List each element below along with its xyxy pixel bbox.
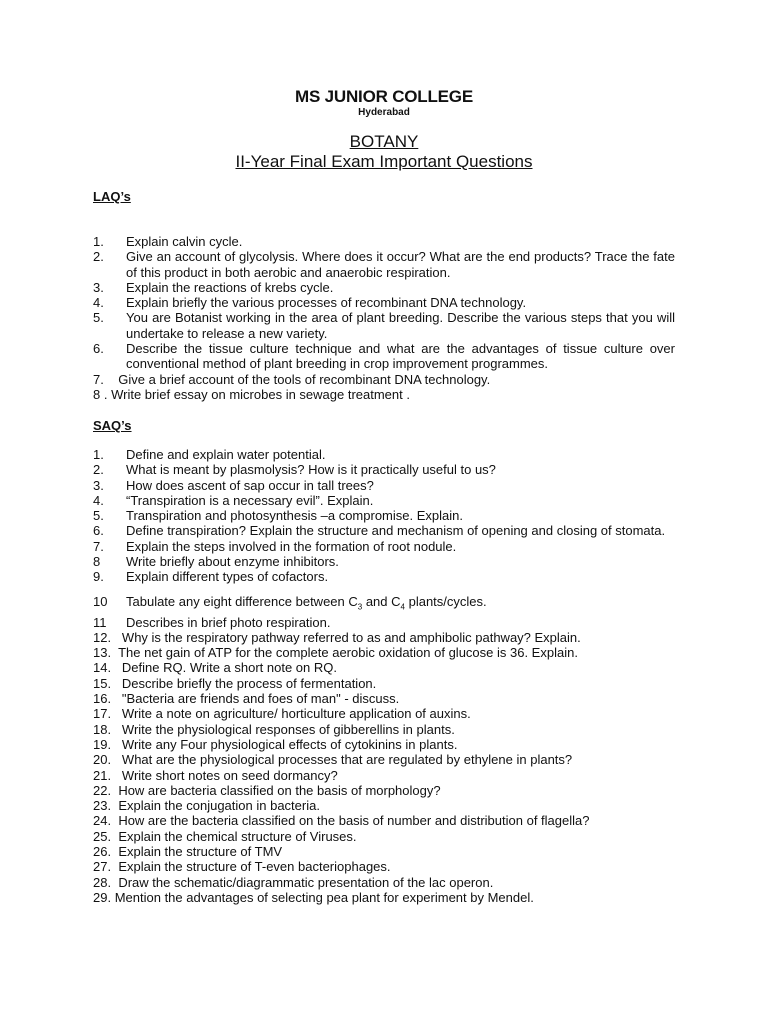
question-text: Explain the structure of T-even bacteriophages. [118,859,391,875]
question-text: Explain the chemical structure of Viruses. [118,828,357,844]
question-number: 10 [93,593,108,609]
question-number: 15. [93,675,112,691]
question-text: Define RQ. Write a short note on RQ. [121,660,337,676]
question-text: Why is the respiratory pathway referred to as and amphibolic pathway? Explain. [121,629,581,645]
question-number: 5. [93,508,104,524]
list-item [93,660,675,675]
list-item [93,462,675,477]
list-item [93,829,675,844]
list-item [93,508,675,523]
list-item [93,554,675,569]
list-item [93,676,675,691]
question-number: 6. [93,341,104,357]
list-item [93,249,675,280]
question-number: 22. [93,782,112,798]
list-item [93,691,675,706]
question-number: 12. [93,629,112,645]
list-item [93,752,675,767]
question-text: Explain different types of cofactors. [126,569,329,585]
question-text: What is meant by plasmolysis? How is it practically useful to us? [126,462,496,478]
laq-list [93,234,675,402]
question-number: 18. [93,721,112,737]
question-text: Describe the tissue culture technique and what are the advantages of tissue culture over conventional method of plant breeding in crop improvement programmes. [126,341,675,372]
question-number: 9. [93,569,104,585]
question-text: Write short notes on seed dormancy? [121,767,338,783]
list-item [93,539,675,554]
list-item [93,569,675,584]
list-item [93,798,675,813]
question-text: How are the bacteria classified on the basis of number and distribution of flagella? [118,813,590,829]
laq-heading: LAQ’s [93,189,131,204]
list-item [93,280,675,295]
question-number: 20. [93,752,112,768]
list-item [93,234,675,249]
question-number: 17. [93,706,112,722]
question-text: Describe briefly the process of fermentation. [121,675,377,691]
question-number: 27. [93,859,112,875]
question-number: 25. [93,828,112,844]
list-item [93,594,675,615]
question-number: 19. [93,736,112,752]
list-item [93,630,675,645]
question-text: The net gain of ATP for the complete aerobic oxidation of glucose is 36. Explain. [118,645,578,661]
question-number: 13. [93,645,112,661]
list-item [93,722,675,737]
question-number: 4. [93,295,104,311]
question-text: Explain the structure of TMV [118,844,283,860]
subject-title: BOTANY [349,132,419,151]
list-item [93,890,675,905]
college-name: MS JUNIOR COLLEGE [295,87,473,106]
question-text: Transpiration and photosynthesis –a compromise. Explain. [126,508,463,524]
question-text: Tabulate any eight difference between $C_3$ and $C_4$ plants/cycles. [126,593,487,612]
question-text: Give a brief account of the tools of recombinant DNA technology. [118,371,491,387]
list-item [93,295,675,310]
question-text: How does ascent of sap occur in tall trees? [126,477,374,493]
question-number: 21. [93,767,112,783]
list-item [93,310,675,341]
question-text: Mention the advantages of selecting pea plant for experiment by Mendel. [114,889,534,905]
list-item [93,387,675,402]
list-item [93,645,675,660]
question-text: What are the physiological processes that are regulated by ethylene in plants? [121,752,573,768]
question-text: Explain the conjugation in bacteria. [118,798,320,814]
list-item [93,615,675,630]
question-number: 28. [93,874,112,890]
list-item [93,478,675,493]
list-item [93,875,675,890]
list-item [93,844,675,859]
list-item [93,493,675,508]
question-text: Define and explain water potential. [126,447,326,462]
question-number: 26. [93,844,112,860]
question-text: How are bacteria classified on the basis of morphology? [118,782,441,798]
list-item [93,447,675,462]
question-text: “Transpiration is a necessary evil”. Explain. [126,492,374,508]
question-number: 3. [93,279,104,295]
list-item [93,737,675,752]
saq-list [93,447,675,905]
list-item [93,768,675,783]
question-text: Write brief essay on microbes in sewage treatment . [111,386,410,402]
list-item [93,859,675,874]
question-text: Draw the schematic/diagrammatic presentation of the lac operon. [118,874,494,890]
question-text: Write briefly about enzyme inhibitors. [126,554,339,570]
question-number: 8 . [93,386,108,402]
question-number: 1. [93,447,104,462]
list-item [93,341,675,372]
question-number: 11 [93,614,107,630]
saq-heading: SAQ’s [93,418,132,433]
question-text: Write a note on agriculture/ horticulture application of auxins. [121,706,471,722]
question-text: Describes in brief photo respiration. [126,614,331,630]
list-item [93,372,675,387]
question-text: Explain the steps involved in the formation of root nodule. [126,538,457,554]
question-number: 8 [93,554,101,570]
question-text: "Bacteria are friends and foes of man" - discuss. [121,691,400,707]
question-number: 2. [93,462,104,478]
question-number: 4. [93,492,104,508]
list-item [93,706,675,721]
question-number: 16. [93,691,112,707]
list-item [93,783,675,798]
exam-title: II-Year Final Exam Important Questions [235,152,533,171]
question-number: 3. [93,477,104,493]
question-number: 7. [93,371,104,387]
question-number: 14. [93,660,112,676]
question-text: Explain the reactions of krebs cycle. [126,279,334,295]
question-text: Give an account of glycolysis. Where does it occur? What are the end products? Trace the fate of this product in both aerobic and anaerobic respiration. [126,249,675,280]
question-text: Write any Four physiological effects of cytokinins in plants. [121,736,458,752]
question-text: Define transpiration? Explain the structure and mechanism of opening and closing of stomata. [126,523,666,539]
question-number: 23. [93,798,112,814]
question-text: You are Botanist working in the area of plant breeding. Describe the various steps that you will undertake to release a new variety. [126,310,675,341]
question-number: 5. [93,310,104,326]
college-city: Hyderabad [358,107,410,118]
question-number: 6. [93,523,104,539]
list-item [93,813,675,828]
question-text: Explain briefly the various processes of recombinant DNA technology. [126,295,527,311]
list-item [93,523,675,538]
question-number: 1. [93,234,104,249]
question-number: 2. [93,249,104,265]
question-text: Write the physiological responses of gibberellins in plants. [121,721,455,737]
question-number: 24. [93,813,112,829]
question-number: 7. [93,538,104,554]
question-number: 29. [93,889,112,905]
question-text: Explain calvin cycle. [126,234,243,249]
